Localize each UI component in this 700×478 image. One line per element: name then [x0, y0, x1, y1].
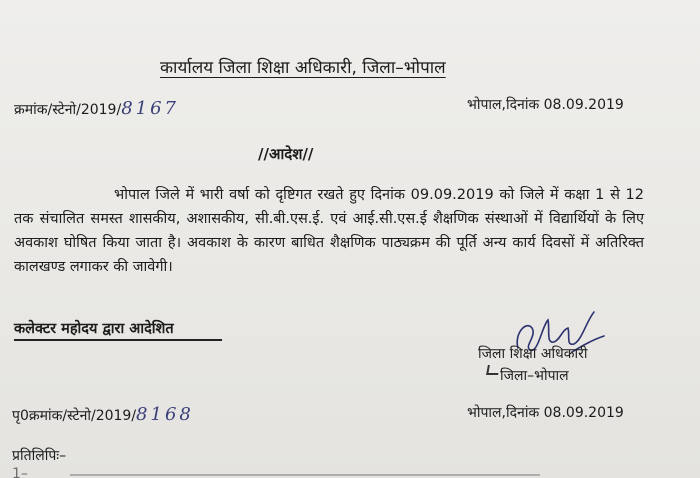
officer-district: जिला–भोपाल — [500, 368, 569, 384]
endorsement-date: भोपाल,दिनांक 08.09.2019 — [467, 405, 624, 421]
reference-prefix: क्रमांक/स्टेनो/2019/ — [14, 102, 122, 118]
order-heading: //आदेश// — [258, 145, 314, 163]
ordered-by-underline — [14, 339, 222, 341]
handwritten-endorsement-number: 8168 — [136, 404, 194, 425]
copy-to-label: प्रतिलिपिः– — [12, 448, 67, 464]
cut-off-text — [70, 474, 540, 476]
tick-mark — [486, 365, 500, 375]
office-title: कार्यालय जिला शिक्षा अधिकारी, जिला–भोपाल — [160, 58, 446, 78]
order-paragraph — [14, 183, 644, 279]
issue-date: भोपाल,दिनांक 08.09.2019 — [467, 97, 624, 113]
handwritten-reference-number: 8167 — [121, 98, 179, 119]
endorsement-prefix: पृ0क्रमांक/स्टेनो/2019/ — [12, 408, 137, 424]
reference-number — [14, 98, 179, 119]
endorsement-number — [12, 404, 194, 425]
ordered-by: कलेक्टर महोदय द्वारा आदेशित — [14, 321, 174, 337]
copy-item-1: 1– — [12, 466, 28, 478]
order-text: भोपाल जिले में भारी वर्षा को दृष्टिगत रखते हुए दिनांक 09.09.2019 को जिले में कक्षा 1 से 12 तक संचालित समस्त शासकीय, अशासकीय, सी.बी.एस.ई. एवं आई.सी.एस.ई शैक्षणिक संस्थाओं में विद्यार्थियों के लिए अवकाश घोषित किया जाता है। अवकाश के कारण बाधित शैक्षणिक पाठ्यक्रम की पूर्ति अन्य कार्य दिवसों में अतिरिक्त कालखण्ड लगाकर की जावेगी। — [14, 187, 644, 275]
officer-title: जिला शिक्षा अधिकारी — [478, 346, 588, 362]
